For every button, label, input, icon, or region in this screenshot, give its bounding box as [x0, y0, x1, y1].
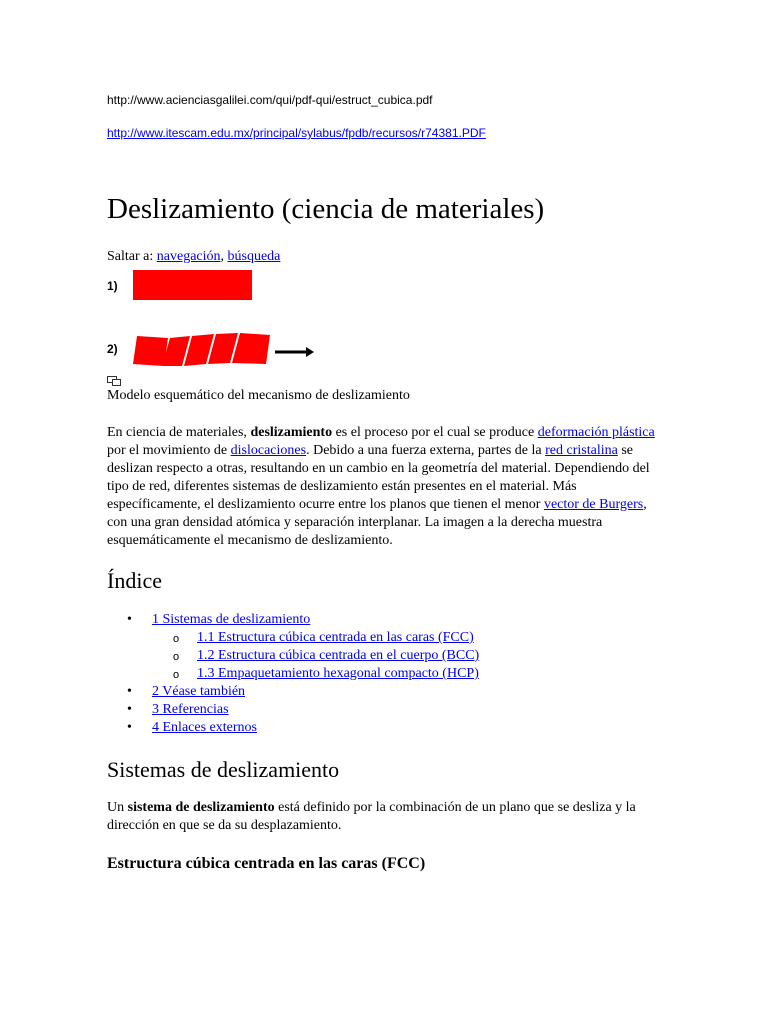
link-deformacion-plastica[interactable]: deformación plástica	[537, 425, 655, 440]
figure-label-1: 1)	[107, 279, 118, 293]
link-red-cristalina[interactable]: red cristalina	[545, 443, 618, 458]
circle-bullet-icon: o	[173, 651, 180, 663]
bullet-icon: •	[127, 612, 132, 627]
toc-subitem: o 1.1 Estructura cúbica centrada en las caras (FCC)	[107, 629, 479, 647]
link-dislocaciones[interactable]: dislocaciones	[230, 443, 307, 458]
magnify-icon[interactable]	[107, 376, 121, 386]
intro-paragraph: En ciencia de materiales, deslizamiento es el proceso por el cual se produce deformación plástica por el movimiento de dislocaciones. Debido a una fuerza externa, partes de la red cristalina se deslizan respecto a otras, resultando en un cambio en la geometría del material. Dependiendo del tipo de red, diferentes sistemas de deslizamiento están presentes en el material. Más específicamente, el deslizamiento ocurre entre los planos que tienen el menor vector de Burgers, con una gran densidad atómica y separación interplanar. La imagen a la derecha muestra esquemáticamente el mecanismo de deslizamiento.	[107, 425, 655, 548]
force-arrow-head	[306, 347, 314, 357]
circle-bullet-icon: o	[173, 633, 180, 645]
term-deslizamiento: deslizamiento	[250, 425, 333, 440]
reference-url-1: http://www.acienciasgalilei.com/qui/pdf-qui/estruct_cubica.pdf	[107, 93, 433, 107]
figure-label-2: 2)	[107, 342, 118, 356]
slipped-segment	[133, 336, 168, 366]
toc-subitem: o 1.2 Estructura cúbica centrada en el cuerpo (BCC)	[107, 647, 479, 665]
jump-to-bar: Saltar a: navegación, búsqueda	[107, 249, 281, 264]
bullet-icon: •	[127, 702, 132, 717]
toc-subitem: o 1.3 Empaquetamiento hexagonal compacto (HCP)	[107, 665, 479, 683]
section-heading-sistemas: Sistemas de deslizamiento	[107, 757, 340, 782]
jump-to-search-link[interactable]: búsqueda	[227, 249, 281, 264]
toc-item: • 4 Enlaces externos	[127, 720, 257, 735]
table-of-contents	[107, 611, 479, 737]
section-paragraph: Un sistema de deslizamiento está definido por la combinación de un plano que se desliza y la dirección en que se da su desplazamiento.	[107, 800, 636, 833]
slipped-crystal-diagram	[130, 328, 320, 372]
bullet-icon: •	[127, 720, 132, 735]
subsection-heading-fcc: Estructura cúbica centrada en las caras (FCC)	[107, 855, 426, 872]
slipped-segment	[232, 333, 270, 364]
jump-to-navigation-link[interactable]: navegación	[156, 249, 221, 264]
term-sistema-de-deslizamiento: sistema de deslizamiento	[127, 800, 275, 815]
reference-link-2[interactable]: http://www.itescam.edu.mx/principal/sylabus/fpdb/recursos/r74381.PDF	[107, 126, 486, 140]
jump-to-prefix: Saltar a:	[107, 249, 157, 264]
bullet-icon: •	[127, 684, 132, 699]
link-vector-de-burgers[interactable]: vector de Burgers	[543, 497, 644, 512]
article-title: Deslizamiento (ciencia de materiales)	[107, 193, 545, 225]
intact-crystal-block	[133, 270, 252, 300]
figure-caption: Modelo esquemático del mecanismo de deslizamiento	[107, 388, 410, 403]
circle-bullet-icon: o	[173, 669, 180, 681]
toc-item: • 2 Véase también	[127, 684, 246, 699]
toc-item: • 3 Referencias	[127, 702, 229, 717]
toc-heading: Índice	[107, 568, 162, 593]
toc-item: • 1 Sistemas de deslizamiento	[127, 612, 311, 627]
